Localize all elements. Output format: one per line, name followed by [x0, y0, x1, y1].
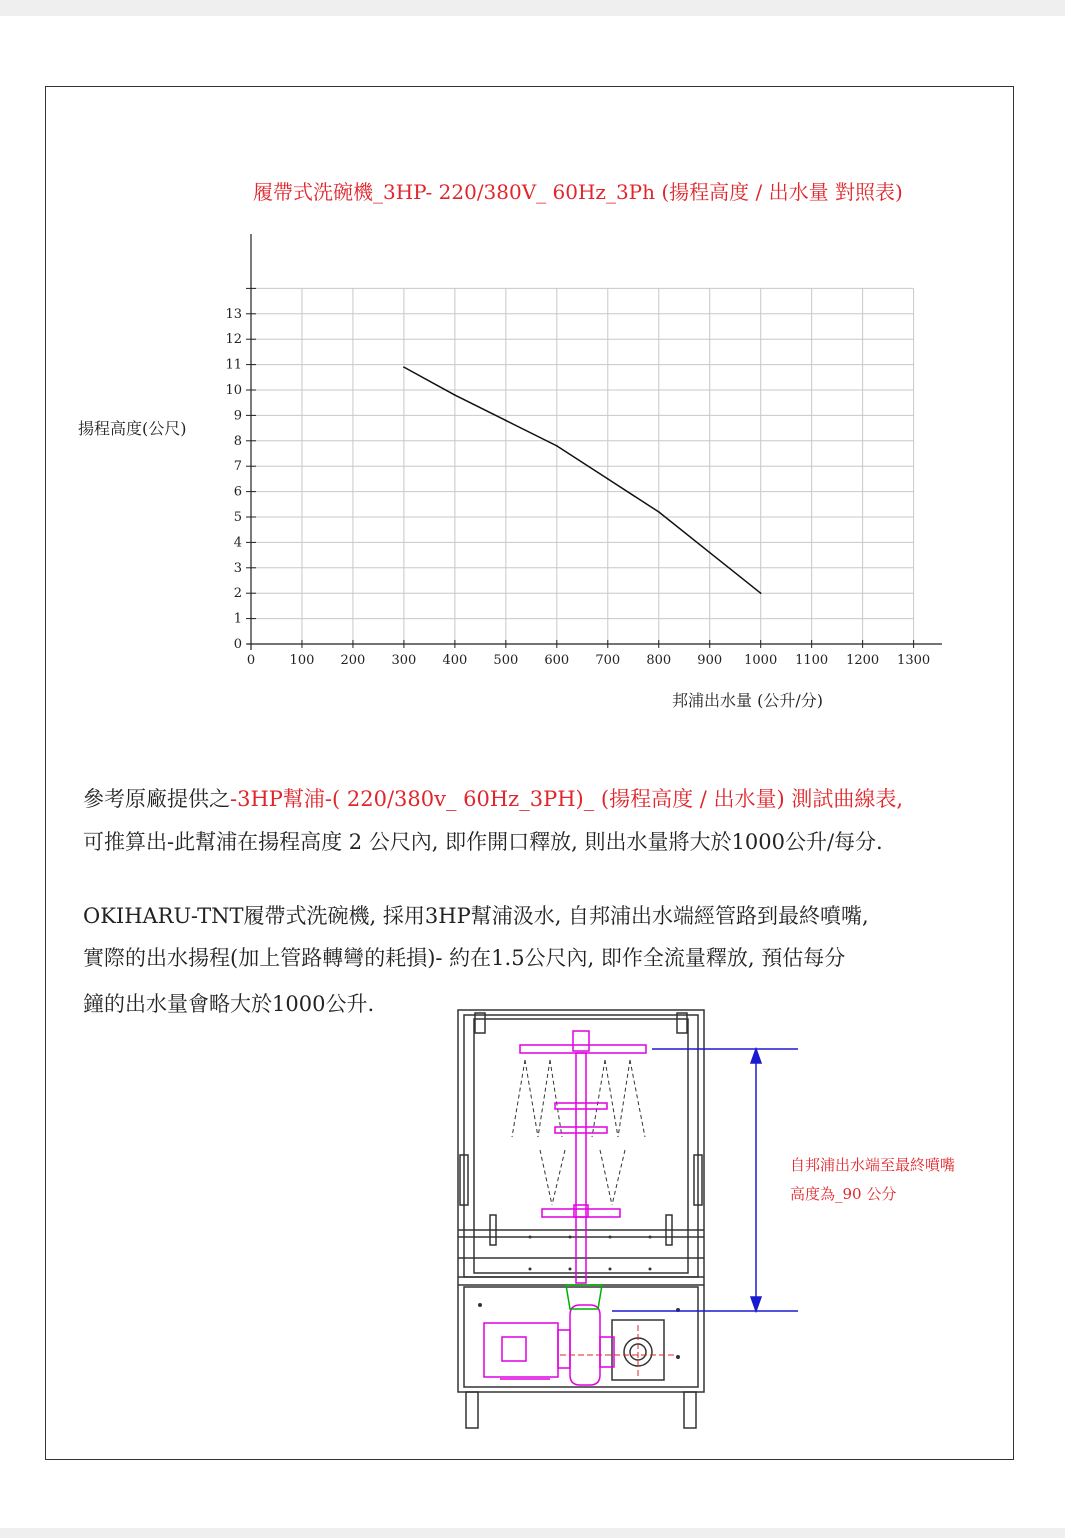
y-tick-label: 6: [233, 484, 242, 500]
x-tick-label: 500: [493, 653, 519, 668]
x-tick-label: 200: [340, 653, 366, 668]
x-tick-label: 700: [595, 653, 621, 668]
para1-line1-black: 參考原廠提供之: [83, 787, 230, 811]
y-tick-label: 11: [225, 357, 242, 373]
data-point: [709, 552, 711, 554]
para2-line2: 實際的出水揚程(加上管路轉彎的耗損)- 約在1.5公尺內, 即作全流量釋放, 預估每分: [83, 946, 846, 970]
para1-line1-red: -3HP幫浦-( 220/380v_ 60Hz_3PH)_ (揚程高度 / 出水量) 測試曲線表,: [230, 787, 904, 811]
x-tick-label: 0: [246, 653, 256, 668]
x-tick-label: 1100: [795, 653, 829, 668]
drawing-annotation-line1: 自邦浦出水端至最終噴嘴: [790, 1156, 956, 1174]
bottom-bar: [0, 1528, 1065, 1538]
machine-drawing: [440, 1005, 820, 1435]
y-tick-label: 8: [233, 433, 242, 449]
data-point: [658, 511, 660, 513]
x-tick-label: 600: [544, 653, 570, 668]
y-tick-label: 13: [225, 306, 242, 322]
para1-line1: [83, 783, 903, 813]
x-tick-label: 800: [646, 653, 672, 668]
data-point: [403, 366, 405, 368]
y-tick-label: 7: [233, 459, 242, 475]
data-point: [454, 394, 456, 396]
para1-line2: 可推算出-此幫浦在揚程高度 2 公尺內, 即作開口釋放, 則出水量將大於1000公升/每分.: [83, 830, 883, 854]
y-tick-label: 0: [233, 637, 242, 652]
y-tick-label: 12: [225, 332, 242, 348]
x-tick-label: 100: [289, 653, 315, 668]
para2-line1: OKIHARU-TNT履帶式洗碗機, 採用3HP幫浦汲水, 自邦浦出水端經管路到最終噴嘴,: [83, 904, 869, 928]
drawing-annotation-line2: 高度為_90 公分: [790, 1185, 897, 1203]
data-point: [760, 592, 762, 594]
x-tick-label: 1000: [744, 653, 778, 668]
para2-line3: 鐘的出水量會略大於1000公升.: [83, 992, 375, 1016]
x-tick-label: 900: [697, 653, 723, 668]
y-tick-label: 3: [233, 560, 242, 576]
data-point: [505, 420, 507, 422]
y-tick-label: 10: [225, 383, 242, 398]
x-tick-label: 1200: [846, 653, 880, 668]
x-tick-label: 300: [391, 653, 417, 668]
chart: [0, 0, 1065, 740]
data-point: [556, 445, 558, 447]
x-tick-label: 400: [442, 653, 468, 668]
x-axis-label: 邦浦出水量 (公升/分): [672, 691, 823, 710]
y-axis-label: 揚程高度(公尺): [78, 419, 187, 438]
y-tick-label: 5: [233, 510, 242, 525]
chart-title: 履帶式洗碗機_3HP- 220/380V_ 60Hz_3Ph (揚程高度 / 出水量 對照表): [253, 180, 903, 204]
y-tick-label: 4: [233, 535, 242, 551]
x-tick-label: 1300: [897, 653, 931, 668]
y-tick-label: 9: [233, 408, 242, 424]
series-line: [404, 367, 761, 593]
y-tick-label: 2: [233, 586, 242, 602]
data-point: [607, 478, 609, 480]
y-tick-label: 1: [233, 611, 242, 627]
